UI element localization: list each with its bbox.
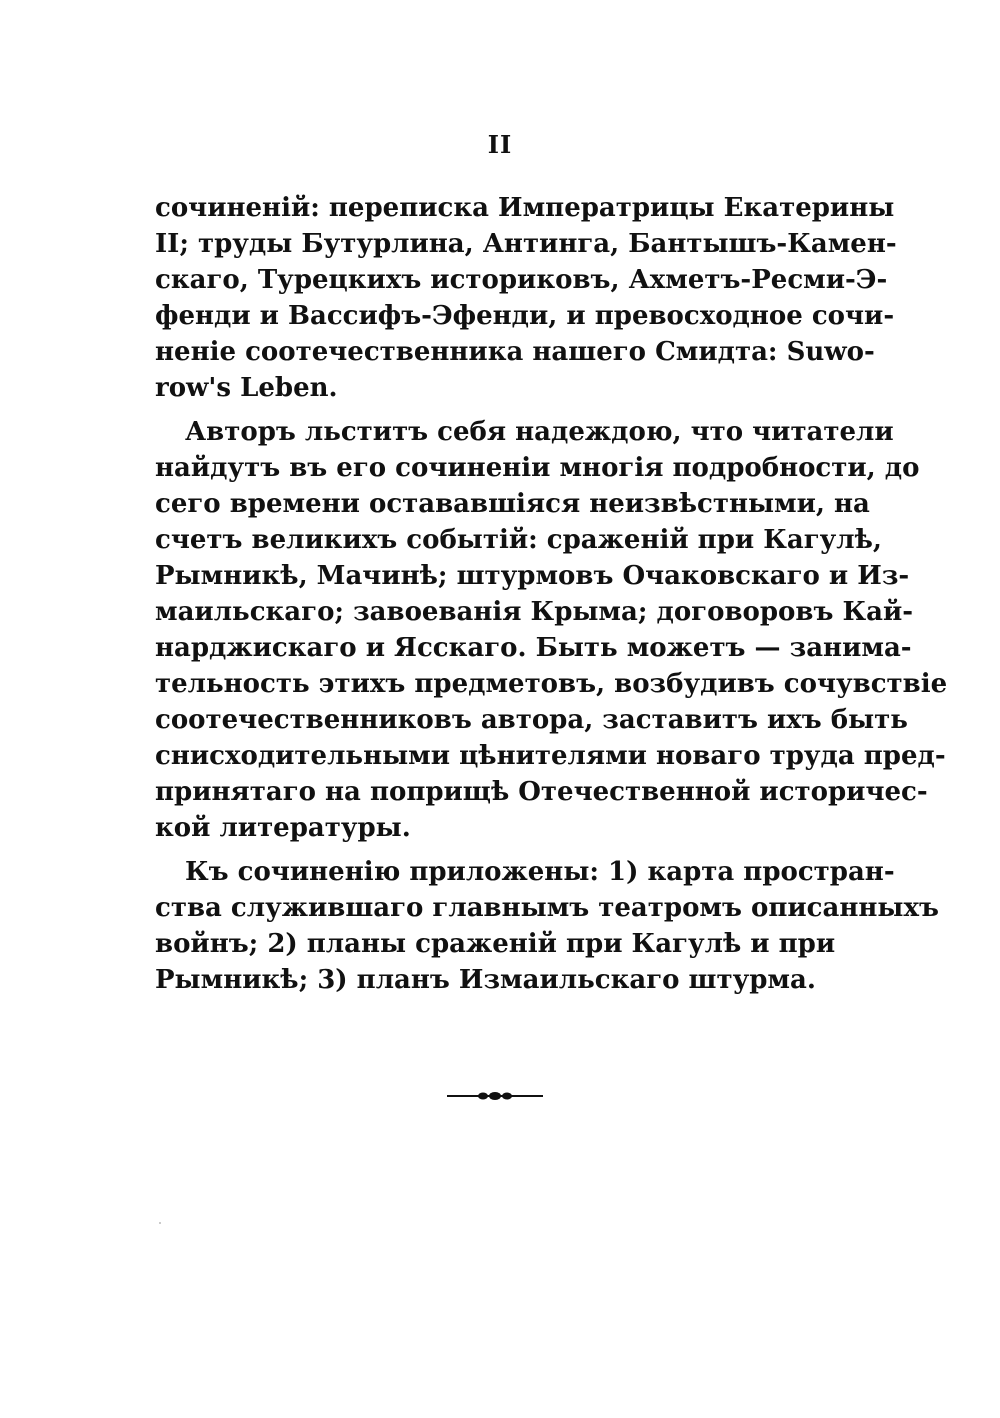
text-line: войнъ; 2) планы сраженій при Кагулѣ и при [155,929,836,959]
text-line: неніе соотечественника нашего Смидта: Suwo- [155,337,875,367]
text-line: счетъ великихъ событій: сраженій при Кагулѣ, [155,525,882,555]
text-line: ства служившаго главнымъ театромъ описанныхъ [155,893,939,923]
tailpiece-ornament-icon [445,1090,545,1102]
text-line: сочиненій: переписка Императрицы Екатерины [155,193,895,223]
text-line: row's Leben. [155,373,338,403]
paragraph-2 [155,414,948,846]
text-line: фенди и Вассифъ-Эфенди, и превосходное сочи- [155,301,895,331]
paragraph-gap [155,406,827,414]
page-number: II [487,130,513,159]
text-line: кой литературы. [155,813,411,843]
text-line: маильскаго; завоеванія Крыма; договоровъ Кай- [155,597,914,627]
text-line: скаго, Турецкихъ историковъ, Ахметъ-Ресми-Э- [155,265,888,295]
body-text [155,190,948,998]
text-line: Авторъ льститъ себя надеждою, что читатели [185,417,894,447]
text-line: Къ сочиненію приложены: 1) карта простран- [185,857,895,887]
paragraph-1 [155,190,897,406]
paragraph-gap [155,846,827,854]
text-line: II; труды Бутурлина, Антинга, Бантышъ-Камен- [155,229,897,259]
text-line: снисходительными цѣнителями новаго труда пред- [155,741,946,771]
text-line: Рымникѣ, Мачинѣ; штурмовъ Очаковскаго и Из- [155,561,910,591]
text-line: тельность этихъ предметовъ, возбудивъ сочувствіе [155,669,948,699]
paper-speck [159,1222,161,1224]
text-line: принятаго на поприщѣ Отечественной историчес- [155,777,928,807]
paragraph-3 [155,854,939,998]
text-line: Рымникѣ; 3) планъ Измаильскаго штурма. [155,965,816,995]
text-line: соотечественниковъ автора, заставитъ ихъ быть [155,705,908,735]
text-line: нарджискаго и Ясскаго. Быть можетъ — занима- [155,633,912,663]
text-line: сего времени остававшіяся неизвѣстными, на [155,489,870,519]
text-line: найдутъ въ его сочиненіи многія подробности, до [155,453,920,483]
